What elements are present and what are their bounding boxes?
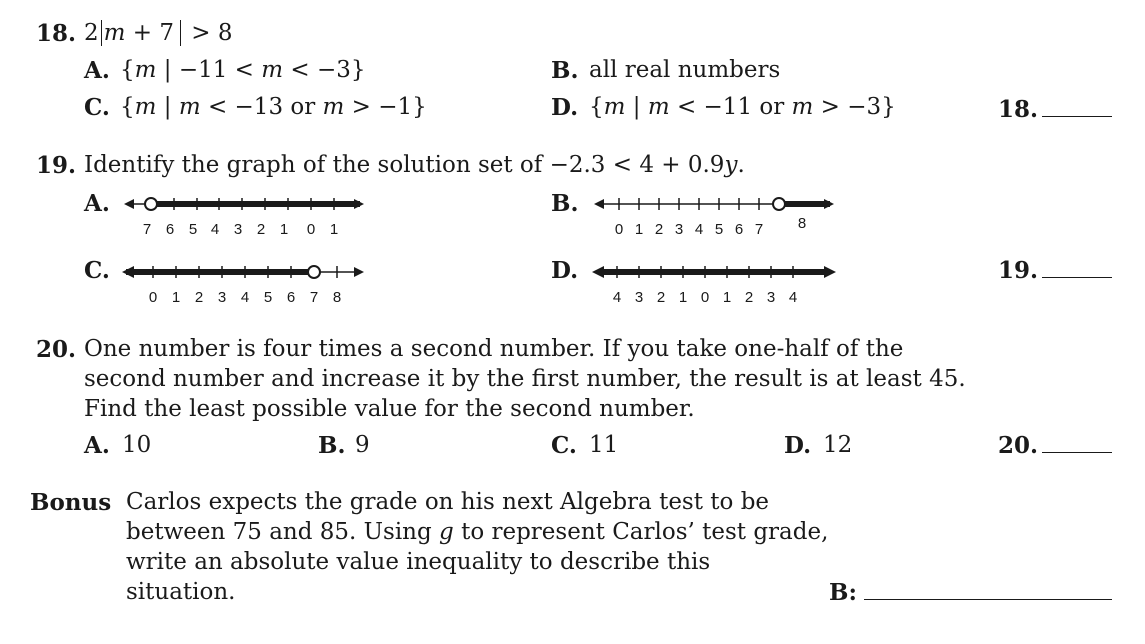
q19-option-b-label: B. (551, 190, 579, 217)
bonus-line-2: between 75 and 85. Using g to represent Carlos’ test grade, (126, 519, 829, 545)
q18-option-d-label: D. (551, 94, 579, 121)
tick-label: 4 (612, 289, 622, 306)
bonus-line-1: Carlos expects the grade on his next Algebra test to be (126, 489, 770, 515)
tick-label: 5 (188, 221, 198, 238)
q18-option-c-text[interactable]: {m | m < −13 or m > −1} (120, 94, 427, 120)
bonus-line-3: write an absolute value inequality to describe this (126, 549, 711, 575)
bonus-line-4: situation. (126, 579, 236, 605)
tick-label: 1 (722, 289, 732, 306)
q18-option-b-text[interactable]: all real numbers (589, 57, 781, 83)
tick-label: 3 (674, 221, 684, 238)
tick-label: 1 (678, 289, 688, 306)
tick-label: 2 (656, 289, 666, 306)
tick-label: 3 (217, 289, 227, 306)
tick-label: 4 (694, 221, 704, 238)
answer-label-bonus: B: (829, 579, 857, 606)
open-circle-endpoint (773, 198, 785, 210)
answer-blank-18[interactable] (1042, 116, 1112, 117)
open-circle-endpoint (308, 266, 320, 278)
q18-option-a-label: A. (84, 57, 110, 84)
q19-option-a-number-line[interactable] (118, 188, 378, 240)
answer-blank-20[interactable] (1042, 452, 1112, 453)
tick-labels (143, 221, 338, 238)
tick-label: 7 (309, 289, 319, 306)
tick-label: 7 (142, 221, 152, 238)
answer-blank-19[interactable] (1042, 277, 1112, 278)
tick-labels (149, 289, 341, 306)
tick-label: 2 (744, 289, 754, 306)
q20-option-b-label: B. (318, 432, 346, 459)
tick-label: 4 (788, 289, 798, 306)
q20-option-c-label: C. (551, 432, 577, 459)
tick-label: 8 (332, 289, 342, 306)
q18-option-a-text[interactable]: {m | −11 < m < −3} (120, 57, 366, 83)
q20-option-c-text[interactable]: 11 (589, 432, 619, 458)
tick-label: 6 (286, 289, 296, 306)
q19-option-c-number-line[interactable] (118, 256, 378, 308)
question-20-number: 20. (36, 336, 77, 363)
q19-option-a-label: A. (84, 190, 110, 217)
q20-option-a-label: A. (84, 432, 110, 459)
tick-label: 8 (797, 215, 807, 232)
arrow-right-icon (824, 266, 836, 278)
q19-option-d-label: D. (551, 257, 579, 284)
question-19-number: 19. (36, 152, 77, 179)
tick-labels (615, 215, 806, 238)
q20-option-a-text[interactable]: 10 (122, 432, 152, 458)
tick-label: 1 (171, 289, 181, 306)
tick-label: 5 (263, 289, 273, 306)
question-20-line-3: Find the least possible value for the second number. (84, 396, 695, 422)
question-18-number: 18. (36, 20, 77, 47)
answer-label-19: 19. (998, 257, 1039, 284)
q20-option-d-text[interactable]: 12 (823, 432, 853, 458)
tick-label: 3 (766, 289, 776, 306)
tick-label: 1 (279, 221, 289, 238)
tick-label: 0 (700, 289, 710, 306)
answer-label-20: 20. (998, 432, 1039, 459)
open-circle-endpoint (145, 198, 157, 210)
tick-label: 6 (165, 221, 175, 238)
tick-label: 3 (634, 289, 644, 306)
arrow-right-icon (354, 267, 364, 277)
tick-label: 4 (210, 221, 220, 238)
q19-option-d-number-line[interactable] (588, 256, 848, 308)
tick-label: 5 (714, 221, 724, 238)
tick-label: 0 (306, 221, 316, 238)
q20-option-b-text[interactable]: 9 (355, 432, 370, 458)
tick-label: 6 (734, 221, 744, 238)
tick-label: 0 (148, 289, 158, 306)
question-18-stem: 2 m + 7 > 8 (84, 20, 233, 46)
q18-option-b-label: B. (551, 57, 579, 84)
question-20-line-2: second number and increase it by the first number, the result is at least 45. (84, 366, 966, 392)
question-20-line-1: One number is four times a second number. If you take one-half of the (84, 336, 904, 362)
tick-label: 0 (614, 221, 624, 238)
tick-label: 2 (654, 221, 664, 238)
answer-label-18: 18. (998, 96, 1039, 123)
arrow-left-icon (124, 199, 134, 209)
arrow-left-icon (592, 266, 604, 278)
q18-option-d-text[interactable]: {m | m < −11 or m > −3} (589, 94, 896, 120)
tick-label: 4 (240, 289, 250, 306)
q19-option-c-label: C. (84, 257, 110, 284)
tick-label: 1 (329, 221, 339, 238)
answer-blank-bonus[interactable] (864, 599, 1112, 600)
question-19-stem: Identify the graph of the solution set of −2.3 < 4 + 0.9y. (84, 152, 745, 178)
tick-label: 2 (194, 289, 204, 306)
q19-option-b-number-line[interactable] (588, 188, 848, 240)
tick-labels (613, 289, 797, 306)
tick-label: 2 (256, 221, 266, 238)
tick-label: 1 (634, 221, 644, 238)
q18-option-c-label: C. (84, 94, 110, 121)
q20-option-d-label: D. (784, 432, 812, 459)
tick-label: 7 (754, 221, 764, 238)
tick-label: 3 (233, 221, 243, 238)
bonus-label: Bonus (30, 489, 112, 516)
arrow-left-icon (594, 199, 604, 209)
